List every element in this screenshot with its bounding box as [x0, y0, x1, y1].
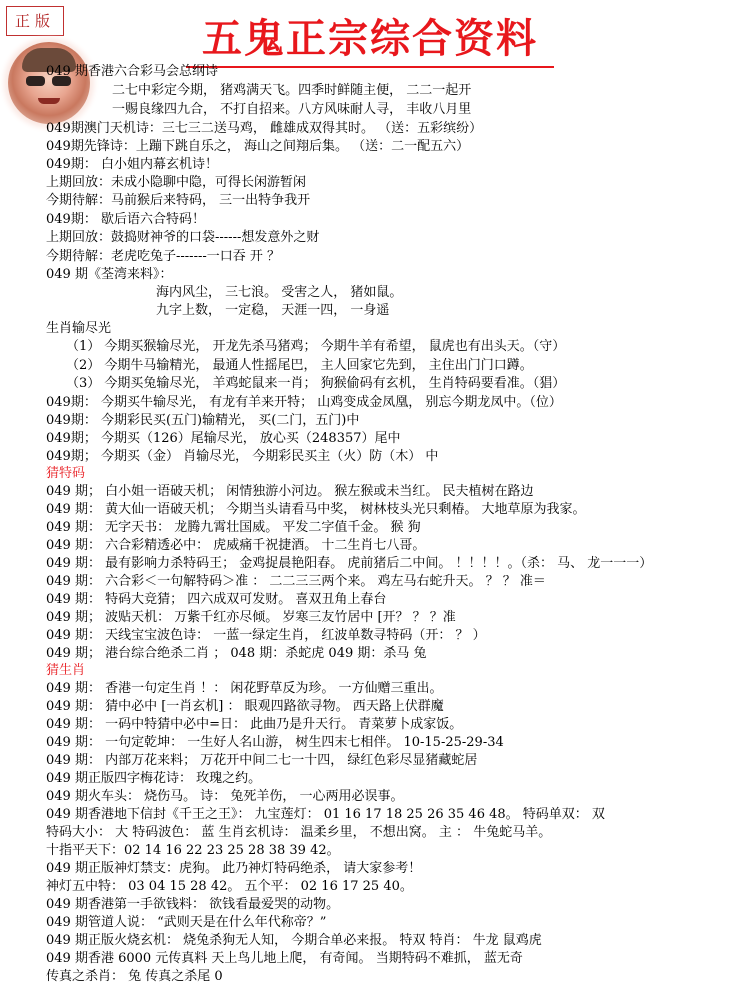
text-line: 049 期： 六合彩精透必中： 虎威痛千祝捷酒。 十二生肖七八哥。 — [46, 538, 426, 553]
text-line: 049 期管道人说： “武则天是在什么年代称帝？” — [46, 915, 327, 930]
section-heading: 猜生肖 — [46, 663, 86, 678]
text-line: 049 期： 一句定乾坤： 一生好人名山游， 树生四末七相伴。 10-15-25-29-34 — [46, 735, 504, 750]
text-line: 049 期： 六合彩＜一句解特码＞准 ： 二二三三两个来。 鸡左马右蛇升天。 ？ ？ 准＝ — [46, 574, 546, 589]
text-line: 049 期香港六合彩马会总纲诗 — [46, 64, 218, 79]
text-line: 049 期正版四字梅花诗： 玫瑰之约。 — [46, 771, 262, 786]
text-line: 二七中彩定今期， 猪鸡满天飞。四季时鲜随主便， 二二一起开 — [112, 83, 472, 98]
avatar-mouth — [38, 98, 60, 104]
text-line: 一赐良缘四九合， 不打自招来。八方风味耐人寻， 丰收八月里 — [112, 102, 472, 117]
text-line: 049 期： 天线宝宝波色诗： 一蓝一绿定生肖， 红波单数寻特码（开： ？ ） — [46, 628, 486, 643]
text-line: 049期： 今期买牛输尽光， 有龙有羊来开特； 山鸡变成金凤凰， 别忘今期龙凤中。（位） — [46, 395, 562, 410]
text-line: 049 期： 内部万花来料； 万花开中间二七一十四， 绿红色彩尽显猪藏蛇居 — [46, 753, 478, 768]
text-line: 神灯五中特： 03 04 15 28 42。 五个平： 02 16 17 25 40。 — [46, 879, 413, 894]
text-line: 049期； 今期买（金） 肖输尽光， 今期彩民买主（火）防（木） 中 — [46, 449, 439, 464]
text-line: 九字上数， 一定稳， 天涯一四， 一身遥 — [156, 303, 390, 318]
text-line: 049 期； 波贴天机： 万紫千红亦尽倾。 岁寒三友竹居中 [开？ ？ ？准 — [46, 610, 456, 625]
text-line: 今期待解：马前猴后来特码， 三一出特争我开 — [46, 193, 311, 208]
text-line: 049 期正版火烧玄机： 烧兔杀狗无人知， 今期合单必来报。 特双 特肖： 牛龙 鼠鸡虎 — [46, 933, 542, 948]
text-line: 049 期； 白小姐一语破天机； 闲情独游小河边。 猴左猴或未当红。 民夫植树在路边 — [46, 484, 534, 499]
text-line: 传真之杀肖： 兔 传真之杀尾 0 — [46, 969, 223, 984]
text-line: 049 期火车头： 烧伤马。 诗： 兔死羊伤， 一心两用必误事。 — [46, 789, 404, 804]
text-line: （3） 今期买兔输尽光， 羊鸡蛇鼠来一肖； 狗猴偷码有玄机， 生肖特码要看准。（猖） — [66, 376, 566, 391]
text-line: 049 期： 一码中特猜中必中=日： 此曲乃是升天行。 青菜萝卜成家饭。 — [46, 717, 463, 732]
text-line: 049 期： 猜中必中 [一肖玄机] ： 眼观四路欲寻物。 西天路上伏群魔 — [46, 699, 444, 714]
text-line: 049 期： 最有影响力杀特码王； 金鸡捉晨艳阳春。 虎前猪后二中间。 ！！！！。（杀： 马、 龙一一一） — [46, 556, 653, 571]
text-line: 049 期正版神灯禁支：虎狗。 此乃神灯特码绝杀， 请大家参考！ — [46, 861, 422, 876]
text-line: 049 期香港 6000 元传真料 天上鸟儿地上爬， 有奇闻。 当期特码不难抓， 蓝无奇 — [46, 951, 523, 966]
text-line: 049 期香港第一手欲钱料： 欲钱看最爱哭的动物。 — [46, 897, 340, 912]
text-line: 上期回放：未成小隐聊中隐，可得长闲游暂闲 — [46, 175, 307, 190]
section-heading: 猜特码 — [46, 466, 86, 481]
text-line: 049 期： 无字天书： 龙腾九霄壮国威。 平发二字值千金。 猴 狗 — [46, 520, 421, 535]
text-line: 049 期； 港台综合绝杀二肖 ； 048 期：杀蛇虎 049 期：杀马 兔 — [46, 646, 427, 661]
text-line: 今期待解：老虎吃兔子-------一口吞 开 ？ — [46, 249, 281, 264]
text-line: 049期； 今期买（126）尾输尽光， 放心买（248357）尾中 — [46, 431, 401, 446]
text-line: 049 期： 香港一句定生肖 ！： 闲花野草反为珍。 一方仙赠三重出。 — [46, 681, 443, 696]
text-line: 049期： 歇后语六合特码！ — [46, 212, 205, 227]
text-line: 049 期： 特码大竞猜； 四六成双可发财。 喜双丑角上春台 — [46, 592, 387, 607]
text-line: 049 期香港地下信封《千王之王》： 九宝莲灯： 01 16 17 18 25 26 35 46 48。 特码单双： 双 — [46, 807, 605, 822]
page-title: 五鬼正宗综合资料 — [202, 16, 538, 62]
text-line: 049期： 白小姐内幕玄机诗！ — [46, 157, 218, 172]
text-line: 十指平天下：02 14 16 22 23 25 28 38 39 42。 — [46, 843, 340, 858]
text-line: 049期： 今期彩民买(五门)输精光， 买(二门，五门)中 — [46, 413, 360, 428]
edition-badge: 正版 — [6, 6, 64, 36]
avatar — [8, 42, 90, 124]
text-line: 海内风尘， 三七浪。 受害之人， 猪如鼠。 — [156, 285, 403, 300]
title-underline — [186, 66, 554, 68]
text-line: 生肖输尽光 — [46, 321, 112, 336]
text-line: 049 期《荃湾来料》： — [46, 267, 173, 282]
text-line: 049 期： 黄大仙一语破天机； 今期当头请看马中奖， 树林枝头光只剩椿。 大地草原为我家。 — [46, 502, 586, 517]
text-line: 049期澳门天机诗：三七三二送马鸡， 雌雄成双得其时。 （送：五彩缤纷） — [46, 121, 483, 136]
text-line: （2） 今期牛马输精光， 最通人性摇尾巴， 主人回家它先到， 主住出门门口蹲。 — [66, 358, 533, 373]
text-line: （1） 今期买猴输尽光， 开龙先杀马猪鸡； 今期牛羊有希望， 鼠虎也有出头天。（守） — [66, 339, 566, 354]
text-line: 上期回放：鼓捣财神爷的口袋------想发意外之财 — [46, 230, 320, 245]
text-line: 特码大小： 大 特码波色： 蓝 生肖玄机诗： 温柔乡里， 不想出窝。 主 ： 牛兔蛇马羊。 — [46, 825, 552, 840]
text-line: 049期先锋诗：上蹦下跳自乐之， 海山之间翔后集。 （送：二一配五六） — [46, 139, 470, 154]
